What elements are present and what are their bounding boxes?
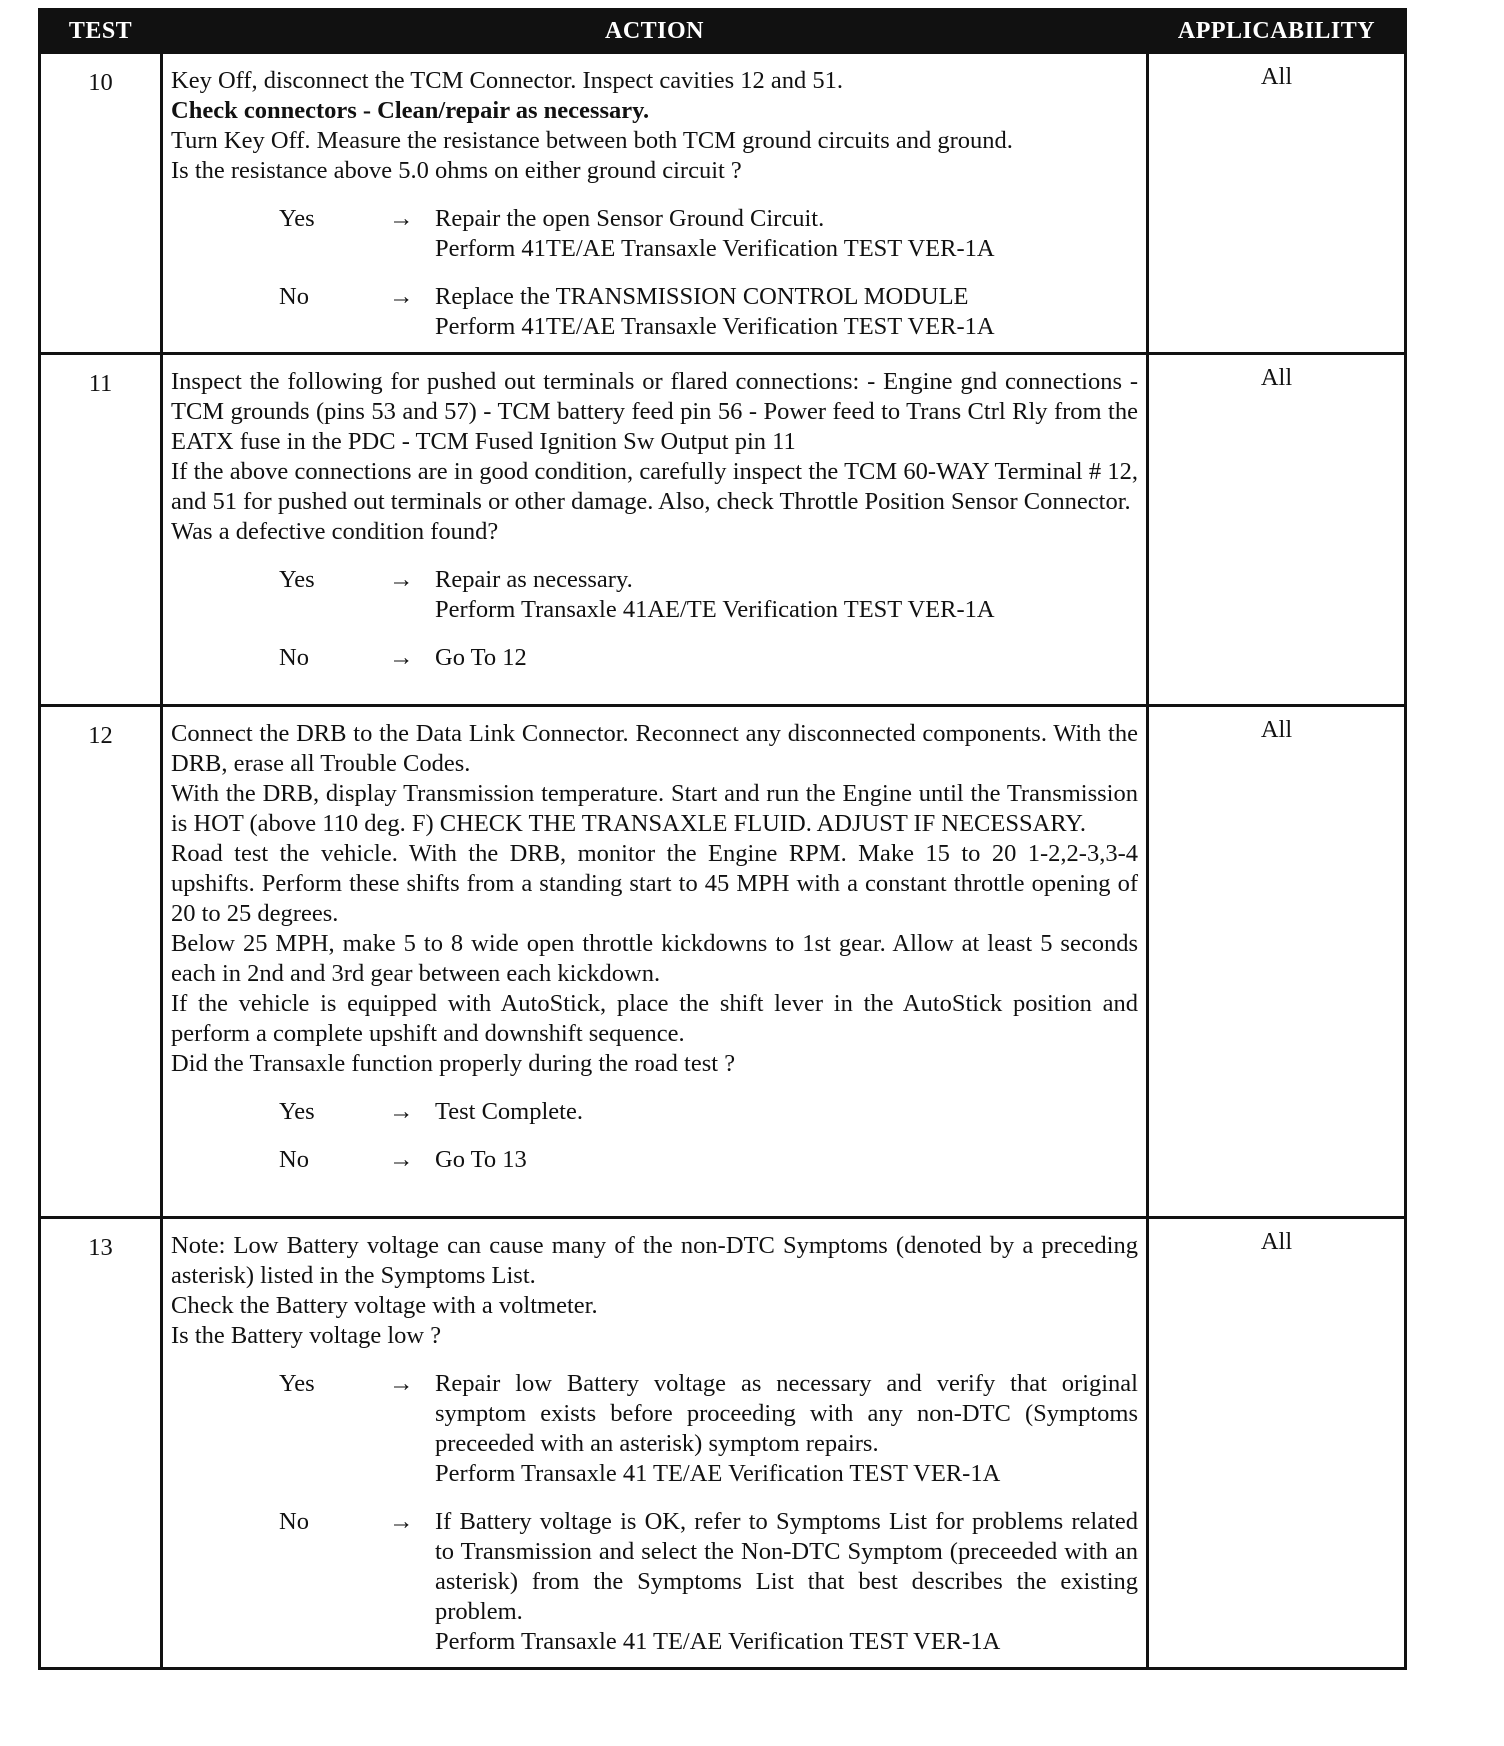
test-number: 10 [40, 53, 162, 354]
yes-line: Repair as necessary. [435, 566, 633, 593]
no-label: No [279, 644, 309, 671]
no-label: No [279, 283, 309, 310]
no-text [435, 1145, 1138, 1175]
action-text: Below 25 MPH, make 5 to 8 wide open throttle kickdowns to 1st gear. Allow at least 5 seconds each in 2nd and 3rd gear between each kickdown. [171, 930, 1138, 987]
action-text: Key Off, disconnect the TCM Connector. Inspect cavities 12 and 51. [171, 67, 844, 94]
test-row-10 [40, 53, 1406, 354]
yes-text [435, 565, 1138, 625]
arrow-icon: → [389, 1098, 414, 1125]
no-line: Replace the TRANSMISSION CONTROL MODULE [435, 283, 969, 310]
action-text: If the above connections are in good condition, carefully inspect the TCM 60-WAY Terminal # 12, and 51 for pushed out terminals or other damage. Also, check Throttle Position Sensor Connector. [171, 458, 1138, 515]
diagnostic-sheet [38, 8, 1404, 1670]
action-text: Check the Battery voltage with a voltmeter. [171, 1292, 598, 1319]
test-row-13 [40, 1218, 1406, 1669]
yes-line: Repair low Battery voltage as necessary and verify that original symptom exists before proceeding with any non-DTC (Symptoms preceeded with an asterisk) symptom repairs. [435, 1370, 1138, 1457]
action-text: Did the Transaxle function properly during the road test ? [171, 1050, 736, 1077]
no-text [435, 643, 1138, 673]
action-text: With the DRB, display Transmission temperature. Start and run the Engine until the Transmission is HOT (above 110 deg. F) CHECK THE TRANSAXLE FLUID. ADJUST IF NECESSARY. [171, 780, 1138, 837]
no-label: No [279, 1508, 309, 1535]
header-test: TEST [40, 10, 162, 53]
applicability-cell: All [1148, 53, 1406, 354]
action-text: Inspect the following for pushed out terminals or flared connections: - Engine gnd connections - TCM grounds (pins 53 and 57) - TCM battery feed pin 56 - Power feed to Trans Ctrl Rly from the EATX fuse in the PDC - TCM Fused Ignition Sw Output pin 11 [171, 368, 1138, 455]
yes-label: Yes [279, 1098, 315, 1125]
yes-branch [171, 1369, 1138, 1489]
diagnostic-table [38, 8, 1407, 1670]
yes-text [435, 204, 1138, 264]
no-line: Perform 41TE/AE Transaxle Verification TEST VER-1A [435, 313, 995, 340]
no-branch [171, 282, 1138, 342]
no-text [435, 1507, 1138, 1657]
test-row-12 [40, 706, 1406, 1218]
no-line: Perform Transaxle 41 TE/AE Verification TEST VER-1A [435, 1628, 1001, 1655]
yes-text [435, 1097, 1138, 1127]
arrow-icon: → [389, 205, 414, 232]
yes-label: Yes [279, 205, 315, 232]
yes-line: Test Complete. [435, 1098, 583, 1125]
no-line: Go To 13 [435, 1146, 527, 1173]
arrow-icon: → [389, 1508, 414, 1535]
no-text [435, 282, 1138, 342]
test-number: 13 [40, 1218, 162, 1669]
action-text-bold: Check connectors - Clean/repair as necessary. [171, 97, 650, 124]
yes-line: Perform Transaxle 41AE/TE Verification TEST VER-1A [435, 596, 995, 623]
yes-line: Perform 41TE/AE Transaxle Verification TEST VER-1A [435, 235, 995, 262]
yes-branch [171, 1097, 1138, 1127]
action-cell [162, 1218, 1148, 1669]
action-text: If the vehicle is equipped with AutoStick, place the shift lever in the AutoStick position and perform a complete upshift and downshift sequence. [171, 990, 1138, 1047]
action-text: Road test the vehicle. With the DRB, monitor the Engine RPM. Make 15 to 20 1-2,2-3,3-4 upshifts. Perform these shifts from a standing start to 45 MPH with a constant throttle opening of 20 to 25 degrees. [171, 840, 1138, 927]
action-text: Was a defective condition found? [171, 518, 499, 545]
action-text: Is the Battery voltage low ? [171, 1322, 442, 1349]
yes-branch [171, 204, 1138, 264]
applicability-cell: All [1148, 1218, 1406, 1669]
header-applicability: APPLICABILITY [1148, 10, 1406, 53]
yes-branch [171, 565, 1138, 625]
arrow-icon: → [389, 1146, 414, 1173]
arrow-icon: → [389, 566, 414, 593]
header-row [40, 10, 1406, 53]
arrow-icon: → [389, 644, 414, 671]
arrow-icon: → [389, 1370, 414, 1397]
no-branch [171, 643, 1138, 673]
arrow-icon: → [389, 283, 414, 310]
applicability-cell: All [1148, 706, 1406, 1218]
action-cell [162, 53, 1148, 354]
action-cell [162, 706, 1148, 1218]
no-line: If Battery voltage is OK, refer to Symptoms List for problems related to Transmission and select the Non-DTC Symptom (preceeded with an asterisk) from the Symptoms List that best describes the existing problem. [435, 1508, 1138, 1625]
yes-label: Yes [279, 1370, 315, 1397]
test-number: 11 [40, 354, 162, 706]
yes-text [435, 1369, 1138, 1489]
yes-line: Perform Transaxle 41 TE/AE Verification TEST VER-1A [435, 1460, 1001, 1487]
no-label: No [279, 1146, 309, 1173]
no-branch [171, 1507, 1138, 1657]
header-action: ACTION [162, 10, 1148, 53]
action-text: Note: Low Battery voltage can cause many of the non-DTC Symptoms (denoted by a preceding asterisk) listed in the Symptoms List. [171, 1232, 1138, 1289]
yes-label: Yes [279, 566, 315, 593]
action-text: Is the resistance above 5.0 ohms on either ground circuit ? [171, 157, 742, 184]
test-row-11 [40, 354, 1406, 706]
applicability-cell: All [1148, 354, 1406, 706]
action-cell [162, 354, 1148, 706]
no-branch [171, 1145, 1138, 1175]
yes-line: Repair the open Sensor Ground Circuit. [435, 205, 825, 232]
no-line: Go To 12 [435, 644, 527, 671]
test-number: 12 [40, 706, 162, 1218]
action-text: Connect the DRB to the Data Link Connector. Reconnect any disconnected components. With the DRB, erase all Trouble Codes. [171, 720, 1138, 777]
action-text: Turn Key Off. Measure the resistance between both TCM ground circuits and ground. [171, 127, 1013, 154]
